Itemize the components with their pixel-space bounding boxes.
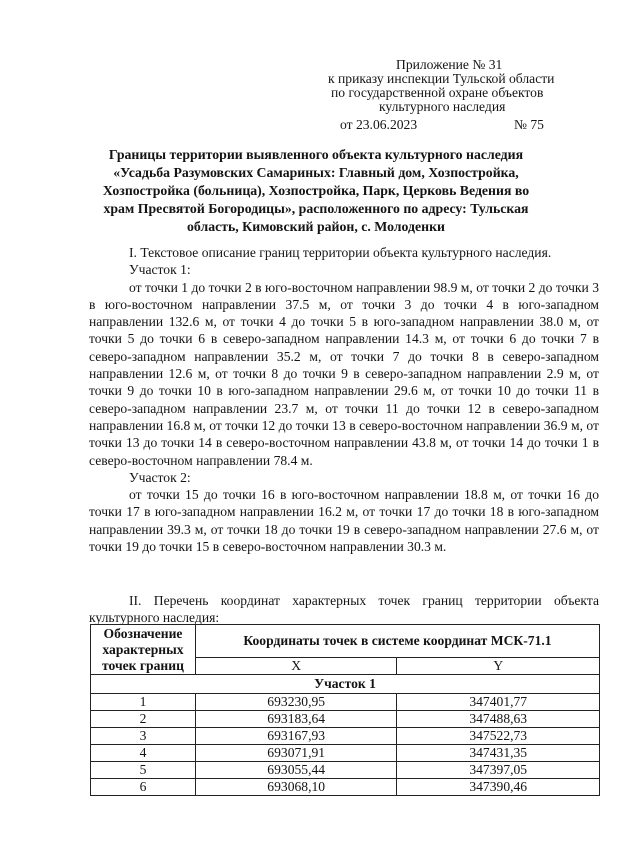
table-row bbox=[91, 779, 600, 796]
point-designation-header: Обозначение характерных точек границ bbox=[91, 625, 196, 675]
table-row bbox=[91, 694, 600, 711]
coordinates-table bbox=[90, 624, 600, 796]
point-number: 1 bbox=[91, 694, 196, 711]
order-reference: к приказу инспекции Тульской области bbox=[328, 71, 555, 86]
point-number: 4 bbox=[91, 745, 196, 762]
y-coordinate: 347397,05 bbox=[397, 762, 600, 779]
y-coordinate: 347488,63 bbox=[397, 711, 600, 728]
order-reference-line2: по государственной охране объектов bbox=[331, 85, 544, 100]
x-coordinate: 693071,91 bbox=[195, 745, 397, 762]
table-row bbox=[91, 728, 600, 745]
x-coordinate: 693167,93 bbox=[195, 728, 397, 745]
plot-label-row: Участок 1 bbox=[91, 675, 600, 694]
section-2 bbox=[89, 592, 599, 627]
section-1 bbox=[89, 244, 599, 555]
order-reference-line3: культурного наследия bbox=[379, 99, 506, 114]
document-title: Границы территории выявленного объекта культурного наследия «Усадьба Разумовских Самариных: Главный дом, Хозпостройка, Хозпостройка (больница), Хозпостройка, Парк, Церковь Ведения во храм Пресвятой Богородицы», расположенного по адресу: Тульская область, Кимовский район, с. Молоденки bbox=[102, 147, 530, 234]
section-2-heading: II. Перечень координат характерных точек границ территории объекта культурного наследия: bbox=[89, 593, 599, 626]
plot-2-label: Участок 2: bbox=[129, 469, 191, 485]
y-column-header: Y bbox=[397, 658, 600, 675]
plot-1-description: от точки 1 до точки 2 в юго-восточном направлении 98.9 м, от точки 2 до точки 3 в юго-восточном направлении 37.5 м, от точки 3 до точки 4 в юго-западном направлении 132.6 м, от точки 4 до точки 5 в юго-западном направлении 38.0 м, от точки 5 до точки 6 в северо-западном направлении 14.3 м, от точки 6 до точки 7 в северо-западном направлении 35.2 м, от точки 7 до точки 8 в северо-западном направлении 12.6 м, от точки 8 до точки 9 в северо-западном направлении 2.9 м, от точки 9 до точки 10 в юго-западном направлении 29.6 м, от точки 10 до точки 11 в северо-западном направлении 23.7 м, от точки 11 до точки 12 в северо-западном направлении 16.8 м, от точки 12 до точки 13 в северо-восточном направлении 36.9 м, от точки 13 до точки 14 в северо-восточном направлении 43.8 м, от точки 14 до точки 1 в северо-восточном направлении 78.4 м. bbox=[89, 279, 599, 468]
order-number: № 75 bbox=[514, 117, 544, 132]
coordinate-system-header: Координаты точек в системе координат МСК-71.1 bbox=[195, 625, 599, 658]
point-number: 3 bbox=[91, 728, 196, 745]
point-number: 2 bbox=[91, 711, 196, 728]
appendix-number: Приложение № 31 bbox=[396, 57, 503, 72]
x-column-header: X bbox=[195, 658, 397, 675]
order-date: от 23.06.2023 bbox=[340, 117, 418, 132]
table-row bbox=[91, 711, 600, 728]
y-coordinate: 347401,77 bbox=[397, 694, 600, 711]
x-coordinate: 693068,10 bbox=[195, 779, 397, 796]
section-1-heading: I. Текстовое описание границ территории объекта культурного наследия. bbox=[129, 245, 552, 260]
plot-1-label: Участок 1: bbox=[129, 262, 191, 278]
point-number: 6 bbox=[91, 779, 196, 796]
x-coordinate: 693055,44 bbox=[195, 762, 397, 779]
y-coordinate: 347431,35 bbox=[397, 745, 600, 762]
table-row bbox=[91, 762, 600, 779]
table-row bbox=[91, 745, 600, 762]
x-coordinate: 693183,64 bbox=[195, 711, 397, 728]
point-number: 5 bbox=[91, 762, 196, 779]
x-coordinate: 693230,95 bbox=[195, 694, 397, 711]
y-coordinate: 347522,73 bbox=[397, 728, 600, 745]
plot-2-description: от точки 15 до точки 16 в юго-восточном направлении 18.8 м, от точки 16 до точки 17 в юго-западном направлении 16.2 м, от точки 17 до точки 18 в юго-западном направлении 39.3 м, от точки 18 до точки 19 в северо-западном направлении 27.6 м, от точки 19 до точки 15 в северо-восточном направлении 30.3 м. bbox=[89, 487, 599, 555]
y-coordinate: 347390,46 bbox=[397, 779, 600, 796]
